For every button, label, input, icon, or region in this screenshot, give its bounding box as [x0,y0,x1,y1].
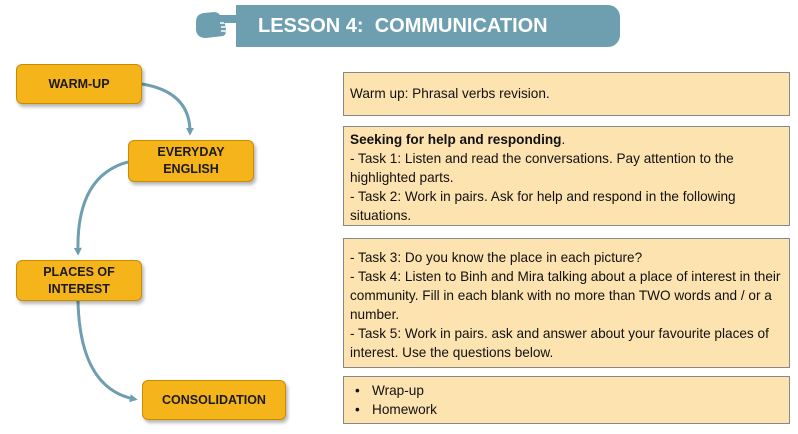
bullet-homework: • Homework [372,400,783,419]
detail-places-of-interest [343,238,790,368]
arrow-warmup-to-everyday [142,84,190,132]
node-everyday-english-line1: EVERYDAY [157,145,225,159]
node-warm-up [16,64,142,104]
node-warm-up-label: WARM-UP [48,76,110,91]
node-places-line1: PLACES OF [43,264,115,279]
arrow-places-to-consolidation [78,301,134,399]
task-2: - Task 2: Work in pairs. Ask for help and respond in the following situations. [350,189,736,223]
detail-consolidation [343,376,790,424]
everyday-lead-text: Seeking for help and responding [350,132,562,147]
warm-up-text: Warm up: Phrasal verbs revision. [350,86,550,101]
everyday-lead [350,130,783,149]
node-consolidation [142,380,286,420]
detail-warm-up [343,72,790,116]
consolidation-list [350,381,783,419]
task-1: - Task 1: Listen and read the conversations. Pay attention to the highlighted parts. [350,151,734,185]
arrow-everyday-to-places [78,162,128,252]
detail-everyday-english [343,126,790,226]
everyday-lead-end: . [561,132,566,147]
node-everyday-english-line2: ENGLISH [163,162,219,176]
task-5: - Task 5: Work in pairs. ask and answer about your favourite places of interest. Use the questions below. [350,326,769,360]
bullet-wrap-up: • Wrap-up [372,381,783,400]
lesson-title: LESSON 4: COMMUNICATION [258,15,548,37]
node-places-line2: INTEREST [48,281,110,296]
task-3: - Task 3: Do you know the place in each picture? [350,250,643,265]
node-consolidation-label: CONSOLIDATION [162,392,266,407]
task-4: - Task 4: Listen to Binh and Mira talking about a place of interest in their community. Fill in each blank with no more than TWO words and / or a number. [350,269,781,322]
node-everyday-english [128,140,254,182]
node-places-of-interest [16,260,142,301]
